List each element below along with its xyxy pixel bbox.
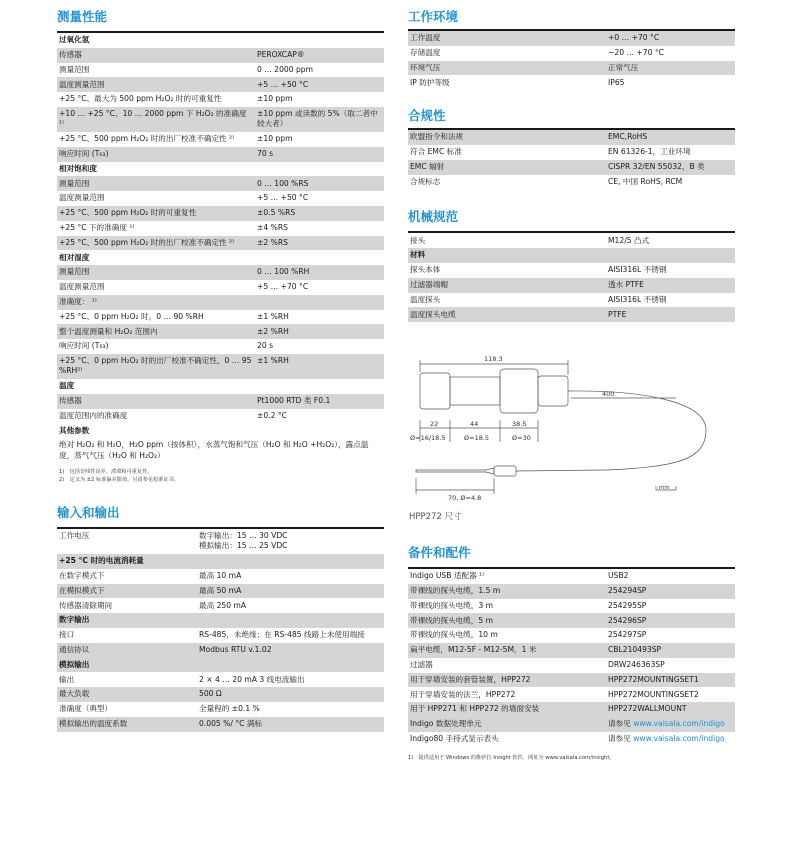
row-label: 测量范围 — [57, 176, 255, 191]
dimension-drawing — [406, 350, 736, 515]
temperature-probe-sleeve — [494, 466, 516, 476]
performance-footnotes — [57, 469, 384, 484]
table-row — [57, 265, 384, 280]
row-value: +5 … +50 °C — [255, 77, 384, 92]
row-value: Modbus RTU v.1.02 — [197, 643, 384, 658]
temperature-cable — [568, 391, 706, 470]
row-value: ±2 %RH — [255, 324, 384, 339]
row-label: 带裸线的探头电缆，5 m — [408, 613, 606, 628]
compliance-table — [408, 128, 735, 189]
table-row — [57, 438, 384, 463]
dim-44: 44 — [470, 420, 479, 428]
footnote-2: 2) 定义为 ±2 标准偏差限值。另请参见校准证书。 — [59, 476, 180, 483]
row-label: 温度测量范围 — [59, 193, 105, 203]
accessories-heading: 备件和配件 — [408, 545, 471, 560]
table-row — [57, 206, 384, 221]
row-value: 0.005 %/ °C 满标 — [197, 717, 384, 732]
section-header: 其他参数 — [59, 425, 90, 435]
table-row — [57, 569, 384, 584]
row-label: 测量范围 — [59, 64, 90, 74]
row-label: 工作电压 — [57, 528, 197, 554]
accessories-table — [408, 567, 735, 747]
row-label: +25 °C、最大为 500 ppm H₂O₂ 时的可重复性 — [59, 94, 222, 104]
section-header-row — [408, 248, 735, 263]
row-value: 254297SP — [608, 630, 647, 640]
probe-head — [500, 369, 538, 413]
table-row — [57, 717, 384, 732]
row-value — [197, 528, 384, 554]
row-label: 温度探头电缆 — [408, 307, 606, 322]
table-row — [57, 77, 384, 92]
row-label: 带裸线的探头电缆，1.5 m — [408, 584, 606, 599]
section-header: 温度 — [59, 381, 75, 391]
dim-unit: mm — [659, 485, 670, 491]
table-row — [57, 687, 384, 702]
row-label: 温度探头 — [410, 294, 441, 304]
table-row — [57, 672, 384, 687]
row-value: CISPR 32/EN 55032，B 类 — [606, 160, 735, 175]
row-label: +25 °C、500 ppm H₂O₂ 时的出厂校准不确定性 ²⁾ — [57, 236, 255, 251]
table-row — [57, 339, 384, 354]
row-value: ±0.5 %RS — [255, 206, 384, 221]
compliance-heading: 合规性 — [408, 108, 446, 124]
table-row — [408, 129, 735, 145]
dim-70: 70, Ø=4.8 — [448, 494, 482, 502]
voltage-digital: 数字输出：15 … 30 VDC — [199, 531, 288, 541]
row-label: Indigo 数据处理单元 — [408, 717, 606, 732]
row-label: EMC 辐射 — [408, 160, 606, 175]
table-row — [408, 673, 735, 688]
row-value: DRW246363SP — [608, 660, 665, 670]
row-value: 500 Ω — [197, 687, 384, 702]
row-value: ±1 %RH — [257, 311, 289, 321]
row-label: 带裸线的探头电缆，10 m — [410, 630, 498, 640]
row-label: 接口 — [59, 630, 75, 640]
dim-38-5: 38.5 — [512, 420, 527, 428]
row-value — [606, 732, 735, 747]
row-label: 传感器清除期间 — [59, 600, 113, 610]
section-header-row — [57, 250, 384, 265]
row-value: AISI316L 不锈钢 — [608, 265, 667, 275]
row-label: 过滤器端帽 — [408, 278, 606, 293]
probe-connector — [538, 376, 568, 406]
row-label: 温度范围内的准确度 — [59, 410, 128, 420]
row-value: IP65 — [608, 77, 625, 87]
row-value: ±10 ppm 或读数的 5%（取二者中较大者） — [255, 107, 384, 132]
row-label: 工作温度 — [408, 30, 606, 46]
row-label: 响应时间 (T₆₃) — [57, 147, 255, 162]
row-label: 模拟输出的温度系数 — [57, 717, 197, 732]
table-row — [408, 732, 735, 747]
table-row — [57, 354, 384, 379]
table-row — [57, 528, 384, 554]
table-row — [408, 75, 735, 90]
table-row — [408, 584, 735, 599]
accessories-footnote: 1) 提供适用于 Windows 的维萨拉 Insight 软件，网址为 www.vaisala.com/insight。 — [408, 754, 615, 761]
accessories-section — [408, 545, 735, 762]
table-row — [57, 702, 384, 717]
dim-cable-length: 400 — [602, 390, 615, 398]
row-value: +5 … +70 °C — [257, 282, 309, 292]
table-row — [57, 310, 384, 325]
row-label: 用于 HPP271 和 HPP272 的墙面安装 — [408, 702, 606, 717]
dim-phi-3: Ø=30 — [512, 434, 531, 442]
mechanical-heading: 机械规范 — [408, 209, 459, 225]
table-row — [57, 409, 384, 424]
table-row — [57, 191, 384, 206]
table-row — [408, 658, 735, 673]
row-label: 测量范围 — [57, 265, 255, 280]
row-label: +25 °C 下的准确度 ¹⁾ — [59, 223, 135, 233]
table-row — [57, 598, 384, 613]
table-row — [57, 176, 384, 191]
row-label: 输出 — [59, 674, 75, 684]
row-value: HPP272WALLMOUNT — [606, 702, 735, 717]
temperature-probe — [416, 468, 494, 474]
row-value: ±4 %RS — [257, 223, 288, 233]
table-row — [408, 145, 735, 160]
row-value: ±10 ppm — [257, 94, 293, 104]
section-header-row — [57, 658, 384, 673]
row-label: 欧盟指令和法规 — [408, 129, 606, 145]
table-row — [408, 687, 735, 702]
row-label: 响应时间 (T₆₃) — [59, 341, 109, 351]
table-row — [57, 107, 384, 132]
row-label: 在模拟模式下 — [57, 584, 197, 599]
see-text: 请参见 — [608, 734, 634, 744]
table-row — [57, 132, 384, 147]
section-header: 模拟输出 — [57, 658, 384, 673]
row-value: 254296SP — [606, 613, 735, 628]
section-header: 相对湿度 — [59, 252, 90, 262]
row-value — [255, 295, 384, 310]
row-value: 254294SP — [606, 584, 735, 599]
section-header: +25 °C 时的电流消耗量 — [57, 554, 384, 569]
row-label: 存储温度 — [410, 48, 441, 58]
row-value: EN 61326-1，工业环境 — [608, 147, 691, 157]
row-value: HPP272MOUNTINGSET1 — [606, 673, 735, 688]
row-value: −20 … +70 °C — [608, 48, 664, 58]
section-header-row — [57, 554, 384, 569]
left-column — [57, 0, 384, 732]
row-label: 温度测量范围 — [59, 282, 105, 292]
section-header-row — [57, 162, 384, 177]
table-row — [57, 324, 384, 339]
table-row — [57, 221, 384, 236]
section-header: 材料 — [408, 248, 735, 263]
row-label: 符合 EMC 标准 — [410, 147, 462, 157]
table-row — [57, 147, 384, 162]
row-value: ±0.2 °C — [257, 410, 287, 420]
row-value: RS-485，未绝缘；在 RS-485 线路上未使用端接 — [199, 630, 365, 640]
row-label: IP 防护等级 — [410, 77, 450, 87]
table-row — [408, 278, 735, 293]
row-value: 最高 250 mA — [199, 600, 247, 610]
io-table — [57, 527, 384, 732]
table-row — [408, 30, 735, 46]
row-value: 70 s — [255, 147, 384, 162]
row-label: 扁平电缆，M12-5F - M12-5M，1 米 — [408, 643, 606, 658]
row-value: PTFE — [606, 307, 735, 322]
table-row — [57, 584, 384, 599]
performance-table — [57, 31, 384, 463]
row-value: 最高 50 mA — [197, 584, 384, 599]
row-label: 整个温度测量和 H₂O₂ 范围内 — [57, 324, 255, 339]
dim-phi-2: Ø=18.5 — [464, 434, 490, 442]
probe-filter-cap — [420, 373, 450, 409]
table-row — [408, 61, 735, 76]
table-row — [408, 160, 735, 175]
row-label: +10 … +25 °C、10 … 2000 ppm 下 H₂O₂ 的准确度 ¹⁾ — [57, 107, 255, 132]
row-label: 传感器 — [57, 48, 255, 63]
row-label: 合规标志 — [410, 176, 441, 186]
row-label: 探头本体 — [410, 265, 441, 275]
dim-total-length: 118.3 — [484, 355, 503, 363]
footnote-1: 1) 包括非线性误差、滞滞和可重复性。 — [59, 469, 153, 476]
row-value: CE, 中国 RoHS, RCM — [608, 176, 683, 186]
row-value: ±10 ppm — [257, 134, 293, 144]
table-row — [57, 92, 384, 107]
section-header: 数字输出 — [57, 613, 384, 628]
row-value: +5 … +50 °C — [257, 193, 309, 203]
row-value: PEROXCAP® — [255, 48, 384, 63]
row-label: 准确度： ¹⁾ — [57, 295, 255, 310]
table-row — [408, 568, 735, 584]
io-heading: 输入和输出 — [57, 504, 120, 520]
row-value: ±2 %RS — [255, 236, 384, 251]
dim-phi-1: Ø=16/18.5 — [410, 434, 446, 442]
table-row — [57, 394, 384, 409]
row-label: 过滤器 — [410, 660, 433, 670]
indigo80-link[interactable]: www.vaisala.com/indigo — [633, 734, 725, 744]
table-row — [57, 63, 384, 78]
probe-body — [450, 377, 500, 405]
table-row — [408, 702, 735, 717]
table-row — [408, 293, 735, 308]
row-label: 带裸线的探头电缆，3 m — [410, 600, 493, 610]
section-header-row — [57, 379, 384, 394]
section-header-row — [57, 32, 384, 48]
row-value: HPP272MOUNTINGSET2 — [608, 689, 699, 699]
row-value: +0 … +70 °C — [606, 30, 735, 46]
row-value: USB2 — [606, 568, 735, 584]
voltage-analog: 模拟输出：15 … 25 VDC — [199, 541, 288, 551]
row-label: Indigo80 手持式显示表头 — [410, 734, 499, 744]
table-row — [57, 643, 384, 658]
row-label: 准确度（典型） — [59, 704, 113, 714]
row-value — [606, 717, 735, 732]
row-label: 用于穿墙安装的套管装置，HPP272 — [408, 673, 606, 688]
row-value: CBL210493SP — [606, 643, 735, 658]
row-value: ±1 %RH — [255, 354, 384, 379]
table-row — [57, 280, 384, 295]
row-label: 传感器 — [57, 394, 255, 409]
row-value: 全量程的 ±0.1 % — [199, 704, 260, 714]
row-value: 2 × 4 … 20 mA 3 线电流输出 — [199, 674, 305, 684]
section-header: 相对饱和度 — [59, 163, 97, 173]
row-label: 环境气压 — [408, 61, 606, 76]
row-value: 254295SP — [608, 600, 647, 610]
row-value: EMC,RoHS — [606, 129, 735, 145]
table-row — [57, 236, 384, 251]
row-value: 正常气压 — [606, 61, 735, 76]
row-label: 通信协议 — [57, 643, 197, 658]
table-row — [408, 643, 735, 658]
table-row — [408, 232, 735, 248]
row-label: 在数字模式下 — [59, 571, 105, 581]
row-value: 最高 10 mA — [199, 571, 242, 581]
section-header-row — [57, 423, 384, 438]
mechanical-table — [408, 231, 735, 322]
environment-table — [408, 29, 735, 90]
row-value: AISI316L 不锈钢 — [608, 294, 667, 304]
row-label: 最大负载 — [57, 687, 197, 702]
environment-heading: 工作环境 — [408, 9, 459, 24]
row-value: 20 s — [257, 341, 274, 351]
table-row — [57, 295, 384, 310]
table-row — [408, 599, 735, 614]
row-label: +25 °C、0 ppm H₂O₂ 时的出厂校准不确定性，0 … 95 %RH²⁾ — [57, 354, 255, 379]
table-row — [57, 628, 384, 643]
section-header-row — [57, 613, 384, 628]
row-value: 0 … 2000 ppm — [257, 64, 314, 74]
row-label: 接头 — [408, 232, 606, 248]
table-row — [408, 175, 735, 190]
section-header: 过氧化氢 — [57, 32, 384, 48]
right-column — [408, 0, 735, 322]
row-value: 透水 PTFE — [606, 278, 735, 293]
drawing-caption: HPP272 尺寸 — [409, 512, 462, 522]
table-row — [57, 48, 384, 63]
row-value: M12/5 凸式 — [606, 232, 735, 248]
row-label: +25 °C、500 ppm H₂O₂ 时的出厂校准不确定性 ²⁾ — [59, 134, 234, 144]
row-value: Pt1000 RTD 类 F0.1 — [255, 394, 384, 409]
other-parameters-text: 绝对 H₂O₂ 和 H₂O，H₂O ppm（按体积），水蒸气饱和气压（H₂O 和 H₂O +H₂O₂），露点温度，蒸气气压（H₂O 和 H₂O₂） — [59, 440, 369, 460]
see-text: 请参见 — [608, 719, 634, 729]
table-row — [408, 613, 735, 628]
table-row — [408, 46, 735, 61]
row-label: +25 °C、0 ppm H₂O₂ 时，0 … 90 %RH — [59, 311, 204, 321]
table-row — [408, 263, 735, 278]
performance-heading: 测量性能 — [57, 9, 108, 24]
row-label: 用于穿墙安装的法兰，HPP272 — [410, 689, 516, 699]
indigo-link[interactable]: www.vaisala.com/indigo — [633, 719, 725, 729]
table-row — [408, 628, 735, 643]
dim-22: 22 — [430, 420, 439, 428]
row-label: +25 °C、500 ppm H₂O₂ 时的可重复性 — [57, 206, 255, 221]
row-value: 0 … 100 %RS — [255, 176, 384, 191]
row-label: 温度测量范围 — [57, 77, 255, 92]
table-row — [408, 307, 735, 322]
row-label: Indigo USB 适配器 ¹⁾ — [408, 568, 606, 584]
row-value: 0 … 100 %RH — [255, 265, 384, 280]
table-row — [408, 717, 735, 732]
